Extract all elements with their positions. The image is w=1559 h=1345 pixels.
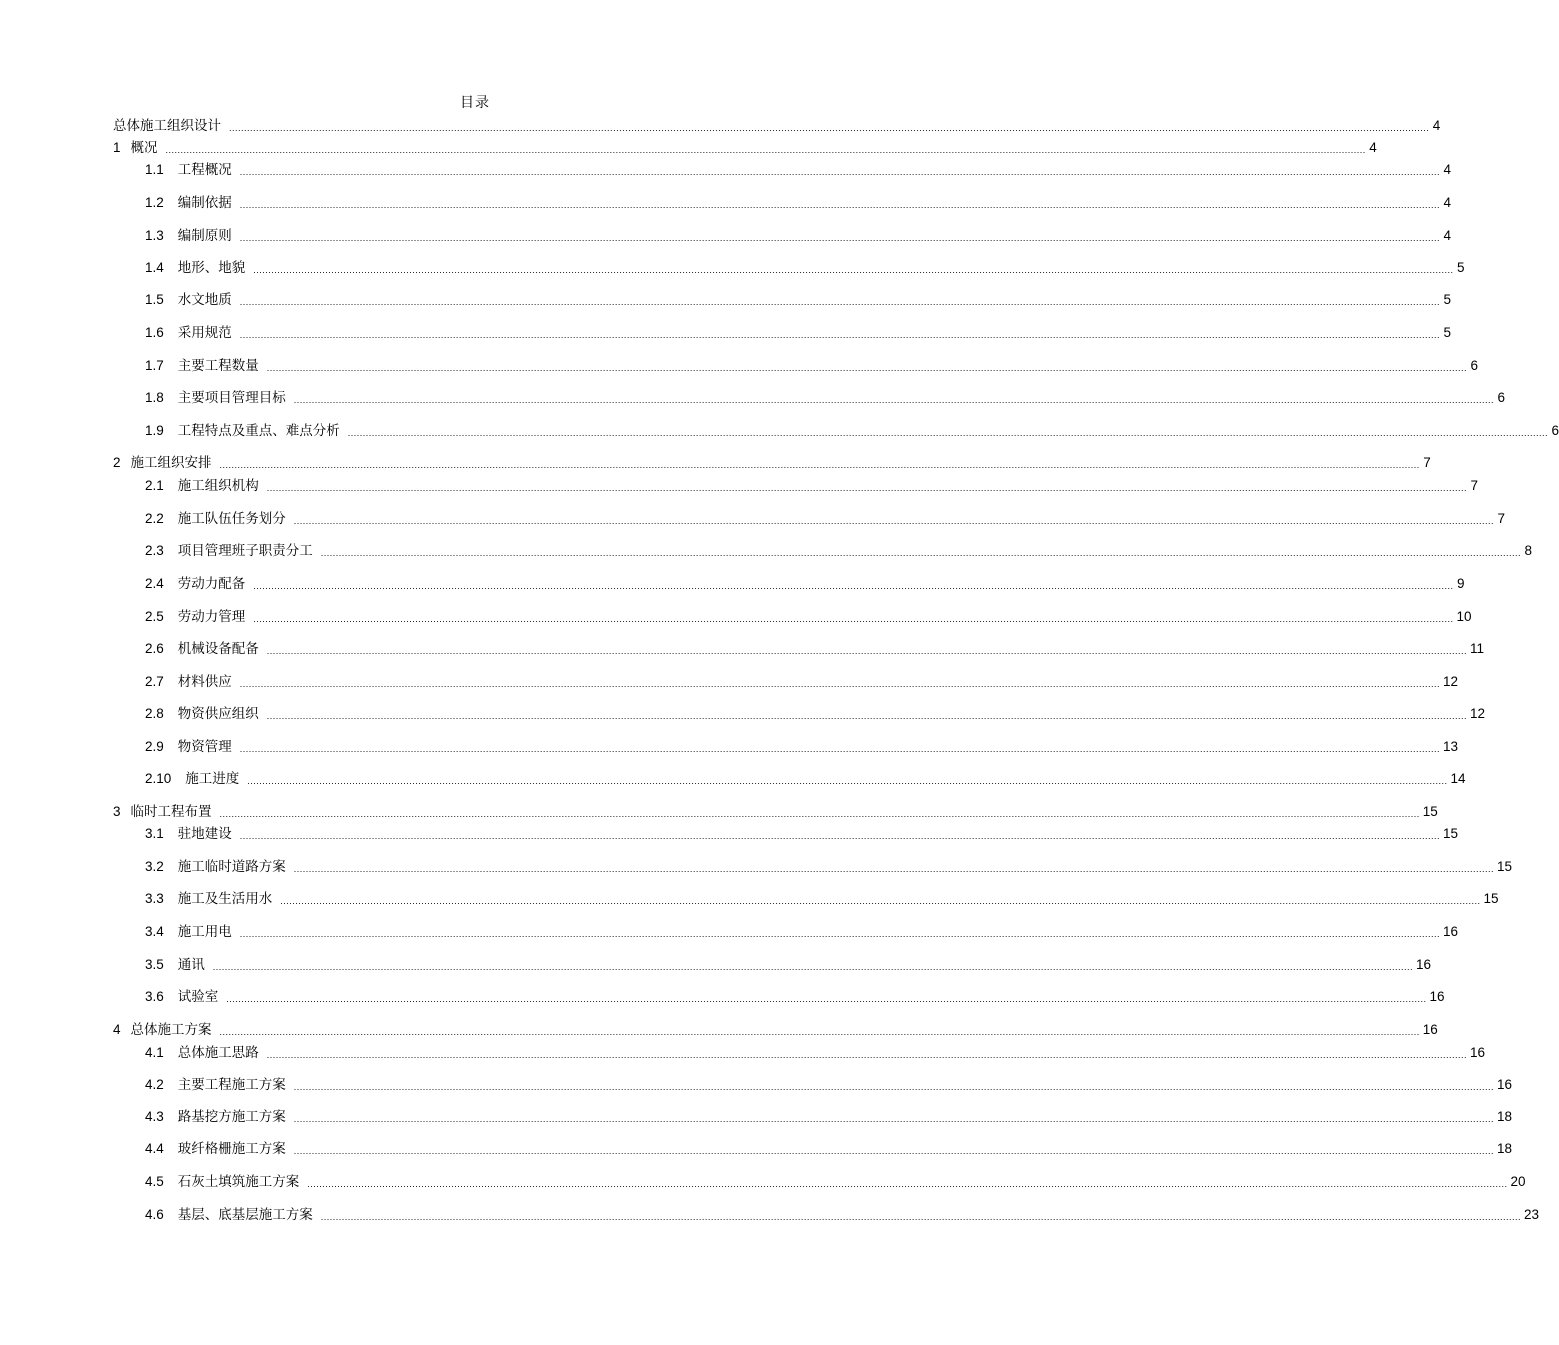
- toc-entry-page: 4: [1432, 118, 1441, 133]
- toc-leader-dots: ................................................................................................................................................................................................................................................................................................................................................................................................................: [226, 994, 1427, 1004]
- toc-entry[interactable]: [145, 608, 1472, 626]
- toc-leader-dots: ................................................................................................................................................................................................................................................................................................................................................................................................................: [239, 297, 1440, 307]
- toc-leader-dots: ................................................................................................................................................................................................................................................................................................................................................................................................................: [266, 1050, 1467, 1060]
- toc-entry-title: 工程特点及重点、难点分析: [177, 423, 340, 439]
- toc-entry-page: 10: [1456, 609, 1472, 624]
- toc-entry-number: 3.3: [145, 891, 164, 906]
- toc-entry-title: 水文地质: [177, 292, 232, 308]
- toc-entry-title: 概况: [130, 140, 158, 156]
- toc-entry-page: 8: [1524, 543, 1532, 558]
- toc-entry-number: 1: [113, 140, 121, 155]
- toc-leader-dots: ................................................................................................................................................................................................................................................................................................................................................................................................................: [253, 265, 1454, 275]
- toc-entry-number: 2.5: [145, 609, 164, 624]
- toc-entry[interactable]: [145, 1044, 1486, 1062]
- toc-entry-page: 16: [1496, 1077, 1513, 1092]
- toc-entry-title: 施工组织机构: [177, 478, 259, 494]
- toc-entry-title: 试验室: [177, 989, 219, 1005]
- toc-entry[interactable]: [145, 825, 1459, 843]
- toc-entry-title: 地形、地貌: [177, 260, 246, 276]
- toc-entry[interactable]: [145, 988, 1445, 1006]
- toc-entry[interactable]: [145, 858, 1513, 876]
- toc-leader-dots: ................................................................................................................................................................................................................................................................................................................................................................................................................: [165, 145, 1366, 155]
- toc-entry-title: 石灰土填筑施工方案: [177, 1174, 300, 1190]
- toc-entry-title: 采用规范: [177, 325, 232, 341]
- toc-entry[interactable]: [145, 161, 1451, 179]
- toc-entry[interactable]: [145, 194, 1451, 212]
- toc-entry[interactable]: [113, 454, 1431, 472]
- toc-entry-number: 2.7: [145, 674, 164, 689]
- toc-entry-title: 物资供应组织: [177, 706, 259, 722]
- toc-entry-page: 7: [1470, 478, 1478, 493]
- toc-entry-number: 2.3: [145, 543, 164, 558]
- toc-entry[interactable]: [145, 227, 1451, 245]
- toc-entry-title: 施工队伍任务划分: [177, 511, 286, 527]
- toc-entry[interactable]: [113, 803, 1438, 821]
- toc-entry[interactable]: [145, 890, 1499, 908]
- toc-entry[interactable]: [145, 923, 1459, 941]
- toc-entry-number: 1.1: [145, 162, 164, 177]
- toc-entry[interactable]: [145, 510, 1505, 528]
- toc-entry-title: 施工临时道路方案: [177, 859, 286, 875]
- toc-leader-dots: ................................................................................................................................................................................................................................................................................................................................................................................................................: [266, 363, 1467, 373]
- toc-entry[interactable]: [145, 673, 1459, 691]
- toc-entry-number: 3.5: [145, 957, 164, 972]
- toc-entry-page: 11: [1469, 641, 1484, 656]
- toc-entry-page: 20: [1510, 1174, 1526, 1189]
- toc-entry-number: 4.1: [145, 1045, 164, 1060]
- toc-entry-page: 4: [1443, 228, 1451, 243]
- toc-entry[interactable]: [145, 357, 1478, 375]
- toc-entry-title: 工程概况: [177, 162, 232, 178]
- toc-entry-title: 主要工程数量: [177, 358, 259, 374]
- toc-entry[interactable]: [145, 1140, 1513, 1158]
- toc-entry-number: 2.1: [145, 478, 164, 493]
- toc-entry-number: 2: [113, 455, 121, 470]
- toc-entry-number: 1.7: [145, 358, 164, 373]
- toc-entry-number: 1.4: [145, 260, 164, 275]
- toc-entry-page: 4: [1369, 140, 1377, 155]
- toc-entry[interactable]: [145, 259, 1465, 277]
- toc-entry[interactable]: [145, 1206, 1540, 1224]
- toc-entry-page: 16: [1469, 1045, 1486, 1060]
- toc-entry-title: 总体施工组织设计: [113, 118, 221, 134]
- toc-leader-dots: ................................................................................................................................................................................................................................................................................................................................................................................................................: [293, 1114, 1494, 1124]
- toc-entry-number: 2.2: [145, 511, 164, 526]
- toc-entry[interactable]: [145, 705, 1486, 723]
- toc-entry[interactable]: [145, 291, 1451, 309]
- toc-entry-title: 材料供应: [177, 674, 232, 690]
- toc-leader-dots: ................................................................................................................................................................................................................................................................................................................................................................................................................: [293, 1082, 1494, 1092]
- toc-leader-dots: ................................................................................................................................................................................................................................................................................................................................................................................................................: [239, 167, 1440, 177]
- toc-leader-dots: ................................................................................................................................................................................................................................................................................................................................................................................................................: [266, 646, 1467, 656]
- toc-leader-dots: ................................................................................................................................................................................................................................................................................................................................................................................................................: [212, 962, 1413, 972]
- toc-leader-dots: ................................................................................................................................................................................................................................................................................................................................................................................................................: [293, 864, 1494, 874]
- toc-leader-dots: ................................................................................................................................................................................................................................................................................................................................................................................................................: [229, 123, 1430, 133]
- toc-entry[interactable]: [145, 575, 1465, 593]
- toc-entry[interactable]: [145, 640, 1484, 658]
- toc-entry-number: 3.1: [145, 826, 164, 841]
- toc-entry-page: 23: [1523, 1207, 1540, 1222]
- toc-leader-dots: ................................................................................................................................................................................................................................................................................................................................................................................................................: [239, 200, 1440, 210]
- toc-entry[interactable]: [145, 1173, 1526, 1191]
- toc-entry-page: 5: [1443, 292, 1451, 307]
- toc-leader-dots: ................................................................................................................................................................................................................................................................................................................................................................................................................: [253, 581, 1454, 591]
- toc-entry-title: 主要工程施工方案: [177, 1077, 286, 1093]
- toc-leader-dots: ................................................................................................................................................................................................................................................................................................................................................................................................................: [219, 809, 1420, 819]
- toc-leader-dots: ................................................................................................................................................................................................................................................................................................................................................................................................................: [266, 711, 1467, 721]
- toc-entry-title: 劳动力配备: [177, 576, 246, 592]
- toc-entry-number: 4.4: [145, 1141, 164, 1156]
- toc-leader-dots: ................................................................................................................................................................................................................................................................................................................................................................................................................: [239, 744, 1440, 754]
- toc-entry-number: 4.5: [145, 1174, 164, 1189]
- toc-entry-title: 玻纤格栅施工方案: [177, 1141, 286, 1157]
- toc-entry-number: 3.6: [145, 989, 164, 1004]
- toc-entry-number: 4.3: [145, 1109, 164, 1124]
- toc-entry-title: 施工进度: [185, 771, 240, 787]
- toc-leader-dots: ................................................................................................................................................................................................................................................................................................................................................................................................................: [239, 330, 1440, 340]
- toc-entry-title: 劳动力管理: [177, 609, 246, 625]
- toc-entry-page: 15: [1496, 859, 1513, 874]
- toc-entry-page: 5: [1443, 325, 1451, 340]
- toc-leader-dots: ................................................................................................................................................................................................................................................................................................................................................................................................................: [307, 1179, 1508, 1189]
- toc-entry[interactable]: [145, 956, 1432, 974]
- toc-entry-number: 1.3: [145, 228, 164, 243]
- toc-entry-page: 6: [1470, 358, 1478, 373]
- toc-entry[interactable]: [145, 477, 1478, 495]
- toc-entry-number: 1.2: [145, 195, 164, 210]
- toc-entry-number: 4.6: [145, 1207, 164, 1222]
- toc-leader-dots: ................................................................................................................................................................................................................................................................................................................................................................................................................: [239, 831, 1440, 841]
- toc-entry-title: 路基挖方施工方案: [177, 1109, 286, 1125]
- toc-leader-dots: ................................................................................................................................................................................................................................................................................................................................................................................................................: [247, 776, 1448, 786]
- toc-entry[interactable]: [145, 770, 1466, 788]
- toc-entry-page: 5: [1456, 260, 1465, 275]
- toc-leader-dots: ................................................................................................................................................................................................................................................................................................................................................................................................................: [320, 1212, 1521, 1222]
- toc-leader-dots: ................................................................................................................................................................................................................................................................................................................................................................................................................: [239, 679, 1440, 689]
- toc-entry-page: 16: [1422, 1022, 1438, 1037]
- toc-entry-page: 12: [1442, 674, 1459, 689]
- toc-leader-dots: ................................................................................................................................................................................................................................................................................................................................................................................................................: [239, 233, 1440, 243]
- toc-entry[interactable]: [113, 117, 1441, 135]
- toc-entry-number: 1.6: [145, 325, 164, 340]
- toc-entry-title: 编制依据: [177, 195, 232, 211]
- toc-entry-title: 物资管理: [177, 739, 232, 755]
- toc-entry-title: 基层、底基层施工方案: [177, 1207, 313, 1223]
- toc-entry-number: 3.2: [145, 859, 164, 874]
- toc-entry-page: 15: [1442, 826, 1459, 841]
- toc-entry-number: 2.9: [145, 739, 164, 754]
- toc-entry[interactable]: [145, 542, 1532, 560]
- toc-entry-page: 6: [1551, 423, 1559, 438]
- toc-entry-page: 4: [1443, 195, 1451, 210]
- toc-entry-title: 总体施工思路: [177, 1045, 259, 1061]
- toc-entry-number: 1.9: [145, 423, 164, 438]
- toc-entry-number: 2.6: [145, 641, 164, 656]
- toc-entry[interactable]: [145, 324, 1451, 342]
- toc-leader-dots: ................................................................................................................................................................................................................................................................................................................................................................................................................: [253, 614, 1454, 624]
- toc-entry-page: 16: [1415, 957, 1432, 972]
- toc-entry-page: 6: [1497, 390, 1505, 405]
- toc-entry-page: 15: [1483, 891, 1499, 906]
- toc-leader-dots: ................................................................................................................................................................................................................................................................................................................................................................................................................: [293, 395, 1494, 405]
- toc-entry-page: 18: [1496, 1141, 1513, 1156]
- toc-entry-page: 9: [1456, 576, 1465, 591]
- toc-entry-number: 2.8: [145, 706, 164, 721]
- toc-entry-page: 16: [1442, 924, 1459, 939]
- toc-leader-dots: ................................................................................................................................................................................................................................................................................................................................................................................................................: [293, 516, 1494, 526]
- toc-entry-title: 施工及生活用水: [177, 891, 273, 907]
- toc-entry-title: 施工组织安排: [130, 455, 212, 471]
- toc-entry-number: 3.4: [145, 924, 164, 939]
- toc-entry[interactable]: [145, 422, 1559, 440]
- toc-leader-dots: ................................................................................................................................................................................................................................................................................................................................................................................................................: [320, 548, 1521, 558]
- toc-entry[interactable]: [145, 1076, 1513, 1094]
- toc-entry-number: 2.4: [145, 576, 164, 591]
- toc-entry[interactable]: [145, 389, 1505, 407]
- toc-entry-title: 驻地建设: [177, 826, 232, 842]
- toc-entry[interactable]: [113, 1021, 1438, 1039]
- toc-entry-title: 主要项目管理目标: [177, 390, 286, 406]
- toc-leader-dots: ................................................................................................................................................................................................................................................................................................................................................................................................................: [347, 428, 1548, 438]
- toc-entry[interactable]: [145, 1108, 1513, 1126]
- toc-entry-title: 通讯: [177, 957, 205, 973]
- toc-entry[interactable]: [113, 139, 1377, 157]
- toc-entry-number: 1.5: [145, 292, 164, 307]
- toc-entry-title: 编制原则: [177, 228, 232, 244]
- toc-leader-dots: ................................................................................................................................................................................................................................................................................................................................................................................................................: [293, 1146, 1494, 1156]
- toc-entry[interactable]: [145, 738, 1459, 756]
- toc-entry-page: 7: [1423, 455, 1431, 470]
- toc-entry-title: 总体施工方案: [130, 1022, 212, 1038]
- toc-leader-dots: ................................................................................................................................................................................................................................................................................................................................................................................................................: [219, 1027, 1420, 1037]
- toc-entry-title: 临时工程布置: [130, 804, 212, 820]
- toc-entry-page: 13: [1442, 739, 1459, 754]
- toc-entry-page: 16: [1429, 989, 1445, 1004]
- toc-leader-dots: ................................................................................................................................................................................................................................................................................................................................................................................................................: [219, 460, 1420, 470]
- toc-entry-page: 12: [1469, 706, 1486, 721]
- toc-entry-page: 18: [1496, 1109, 1513, 1124]
- toc-title: 目录: [460, 95, 490, 111]
- toc-entry-page: 4: [1443, 162, 1451, 177]
- toc-leader-dots: ................................................................................................................................................................................................................................................................................................................................................................................................................: [239, 929, 1440, 939]
- toc-entry-page: 15: [1422, 804, 1438, 819]
- toc-entry-page: 7: [1497, 511, 1505, 526]
- toc-leader-dots: ................................................................................................................................................................................................................................................................................................................................................................................................................: [266, 483, 1467, 493]
- toc-leader-dots: ................................................................................................................................................................................................................................................................................................................................................................................................................: [280, 896, 1481, 906]
- toc-entry-number: 2.10: [145, 771, 172, 786]
- toc-entry-number: 3: [113, 804, 121, 819]
- toc-entry-title: 机械设备配备: [177, 641, 259, 657]
- toc-entry-number: 4: [113, 1022, 121, 1037]
- toc-entry-number: 4.2: [145, 1077, 164, 1092]
- toc-entry-title: 项目管理班子职责分工: [177, 543, 313, 559]
- toc-entry-number: 1.8: [145, 390, 164, 405]
- toc-entry-title: 施工用电: [177, 924, 232, 940]
- toc-entry-page: 14: [1450, 771, 1466, 786]
